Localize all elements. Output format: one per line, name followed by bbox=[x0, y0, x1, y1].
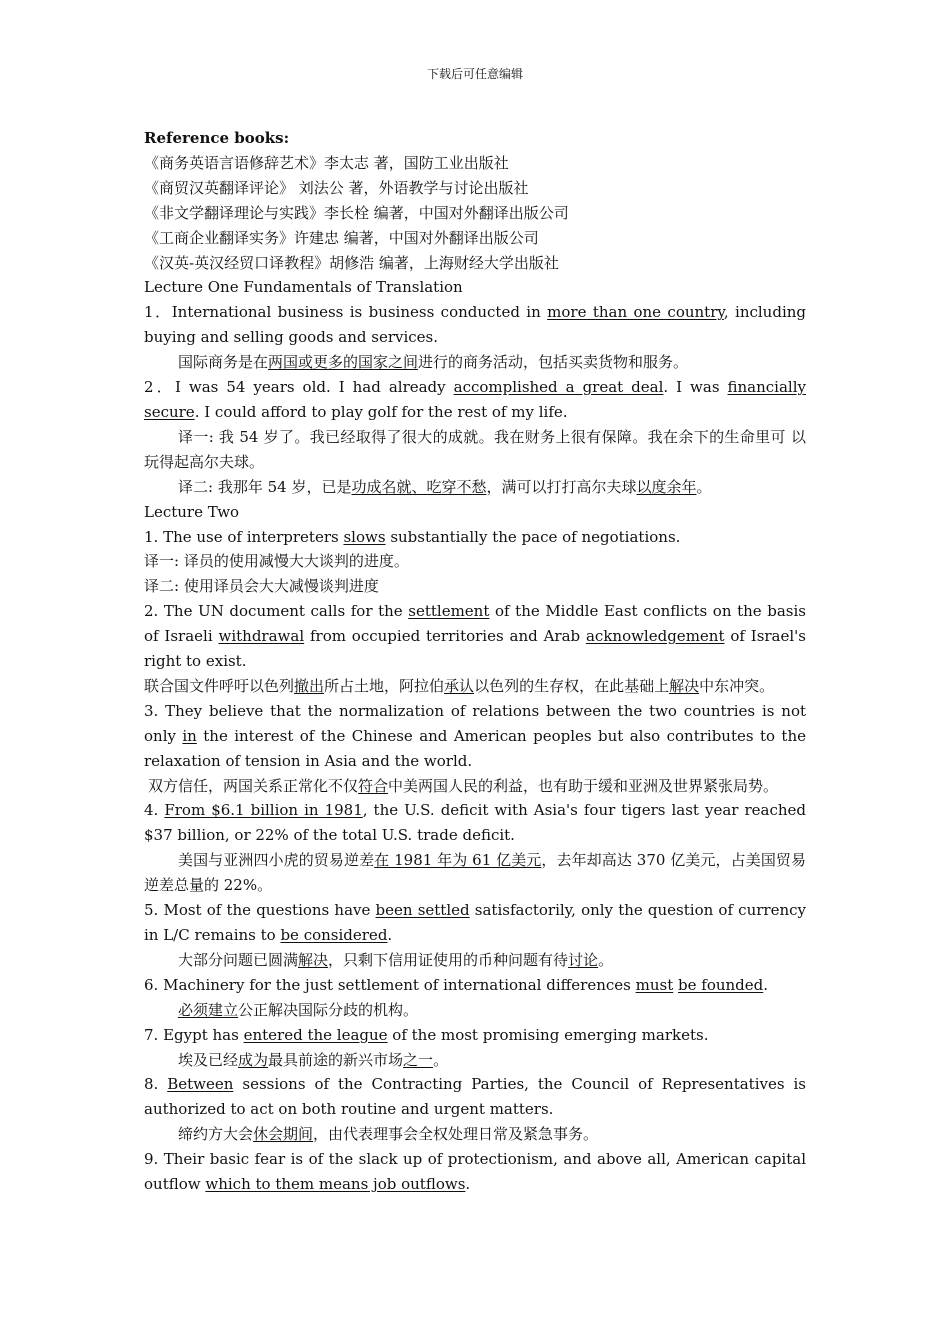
reference-books-title: Reference books: bbox=[144, 129, 290, 147]
l2-example-2-zh: 联合国文件呼吁以色列撤出所占土地，阿拉伯承认以色列的生存权，在此基础上解决中东冲突。 bbox=[144, 676, 775, 695]
l2-example-5-en: 5. Most of the questions have been settled satisfactorily, only the question of currency in L/C remains to be considered. bbox=[144, 901, 806, 944]
reference-book: 《汉英-英汉经贸口译教程》胡修浩 编著，上海财经大学出版社 bbox=[144, 253, 559, 272]
lecture-one-title: Lecture One Fundamentals of Translation bbox=[144, 278, 463, 297]
reference-book: 《非文学翻译理论与实践》李长栓 编著，中国对外翻译出版公司 bbox=[144, 203, 569, 222]
l2-example-1-translation-1: 译一: 译员的使用减慢大大谈判的进度。 bbox=[144, 552, 409, 571]
l2-example-1-translation-2: 译二: 使用译员会大大减慢谈判进度 bbox=[144, 577, 379, 596]
l2-example-1-en: 1. The use of interpreters slows substantially the pace of negotiations. bbox=[144, 527, 681, 546]
reference-book: 《商务英语言语修辞艺术》李太志 著，国防工业出版社 bbox=[144, 153, 509, 172]
l1-example-1-zh: 国际商务是在两国或更多的国家之间进行的商务活动，包括买卖货物和服务。 bbox=[178, 353, 689, 372]
document-body bbox=[144, 126, 806, 1197]
l2-example-9-en: 9. Their basic fear is of the slack up of protectionism, and above all, American capital outflow which to them means job outflows. bbox=[144, 1150, 806, 1194]
l1-example-1-en: 1．International business is business conducted in more than one country, including buying and selling goods and services. bbox=[144, 303, 806, 347]
reference-book: 《工商企业翻译实务》许建忠 编著，中国对外翻译出版公司 bbox=[144, 228, 539, 247]
l2-example-7-en: 7. Egypt has entered the league of the most promising emerging markets. bbox=[144, 1025, 709, 1044]
l2-example-8-en: 8. Between sessions of the Contracting Parties, the Council of Representatives is authorized to act on both routine and urgent matters. bbox=[144, 1075, 806, 1119]
l1-example-2-en: 2．I was 54 years old. I had already accomplished a great deal. I was financially secure. I could afford to play golf for the rest of my life. bbox=[144, 378, 806, 421]
l2-example-7-zh: 埃及已经成为最具前途的新兴市场之一。 bbox=[178, 1050, 449, 1069]
l1-example-2-translation-2: 译二: 我那年 54 岁，已是功成名就、吃穿不愁，满可以打打高尔夫球以度余年。 bbox=[178, 477, 712, 496]
l2-example-3-en: 3. They believe that the normalization of relations between the two countries is not only in the interest of the Chinese and American peoples but also contributes to the relaxation of tension in Asia and the world. bbox=[144, 701, 806, 770]
reference-book: 《商贸汉英翻译评论》 刘法公 著，外语教学与讨论出版社 bbox=[144, 178, 529, 197]
l2-example-5-zh: 大部分问题已圆满解决，只剩下信用证使用的币种问题有待讨论。 bbox=[178, 950, 614, 969]
l1-example-2-translation-1: 译一: 我 54 岁了。我已经取得了很大的成就。我在财务上很有保障。我在余下的生命里可 以玩得起高尔夫球。 bbox=[144, 427, 806, 471]
l2-example-8-zh: 缔约方大会休会期间，由代表理事会全权处理日常及紧急事务。 bbox=[178, 1125, 599, 1144]
l2-example-4-en: 4. From $6.1 billion in 1981, the U.S. deficit with Asia's four tigers last year reached $37 billion, or 22% of the total U.S. trade deficit. bbox=[144, 801, 806, 845]
l2-example-3-zh: 双方信任，两国关系正常化不仅符合中美两国人民的利益，也有助于缓和亚洲及世界紧张局势。 bbox=[148, 776, 779, 795]
page-header: 下载后可任意编辑 bbox=[426, 67, 523, 81]
l2-example-6-en: 6. Machinery for the just settlement of international differences must be founded. bbox=[144, 975, 769, 994]
l2-example-6-zh: 必须建立公正解决国际分歧的机构。 bbox=[178, 1000, 419, 1019]
l2-example-2-en: 2. The UN document calls for the settlement of the Middle East conflicts on the basis of Israeli withdrawal from occupied territories and Arab acknowledgement of Israel's right to exist. bbox=[144, 602, 807, 671]
lecture-two-title: Lecture Two bbox=[144, 502, 240, 521]
l2-example-4-zh: 美国与亚洲四小虎的贸易逆差在 1981 年为 61 亿美元，去年却高达 370 亿美元，占美国贸易逆差总量的 22%。 bbox=[144, 851, 806, 895]
